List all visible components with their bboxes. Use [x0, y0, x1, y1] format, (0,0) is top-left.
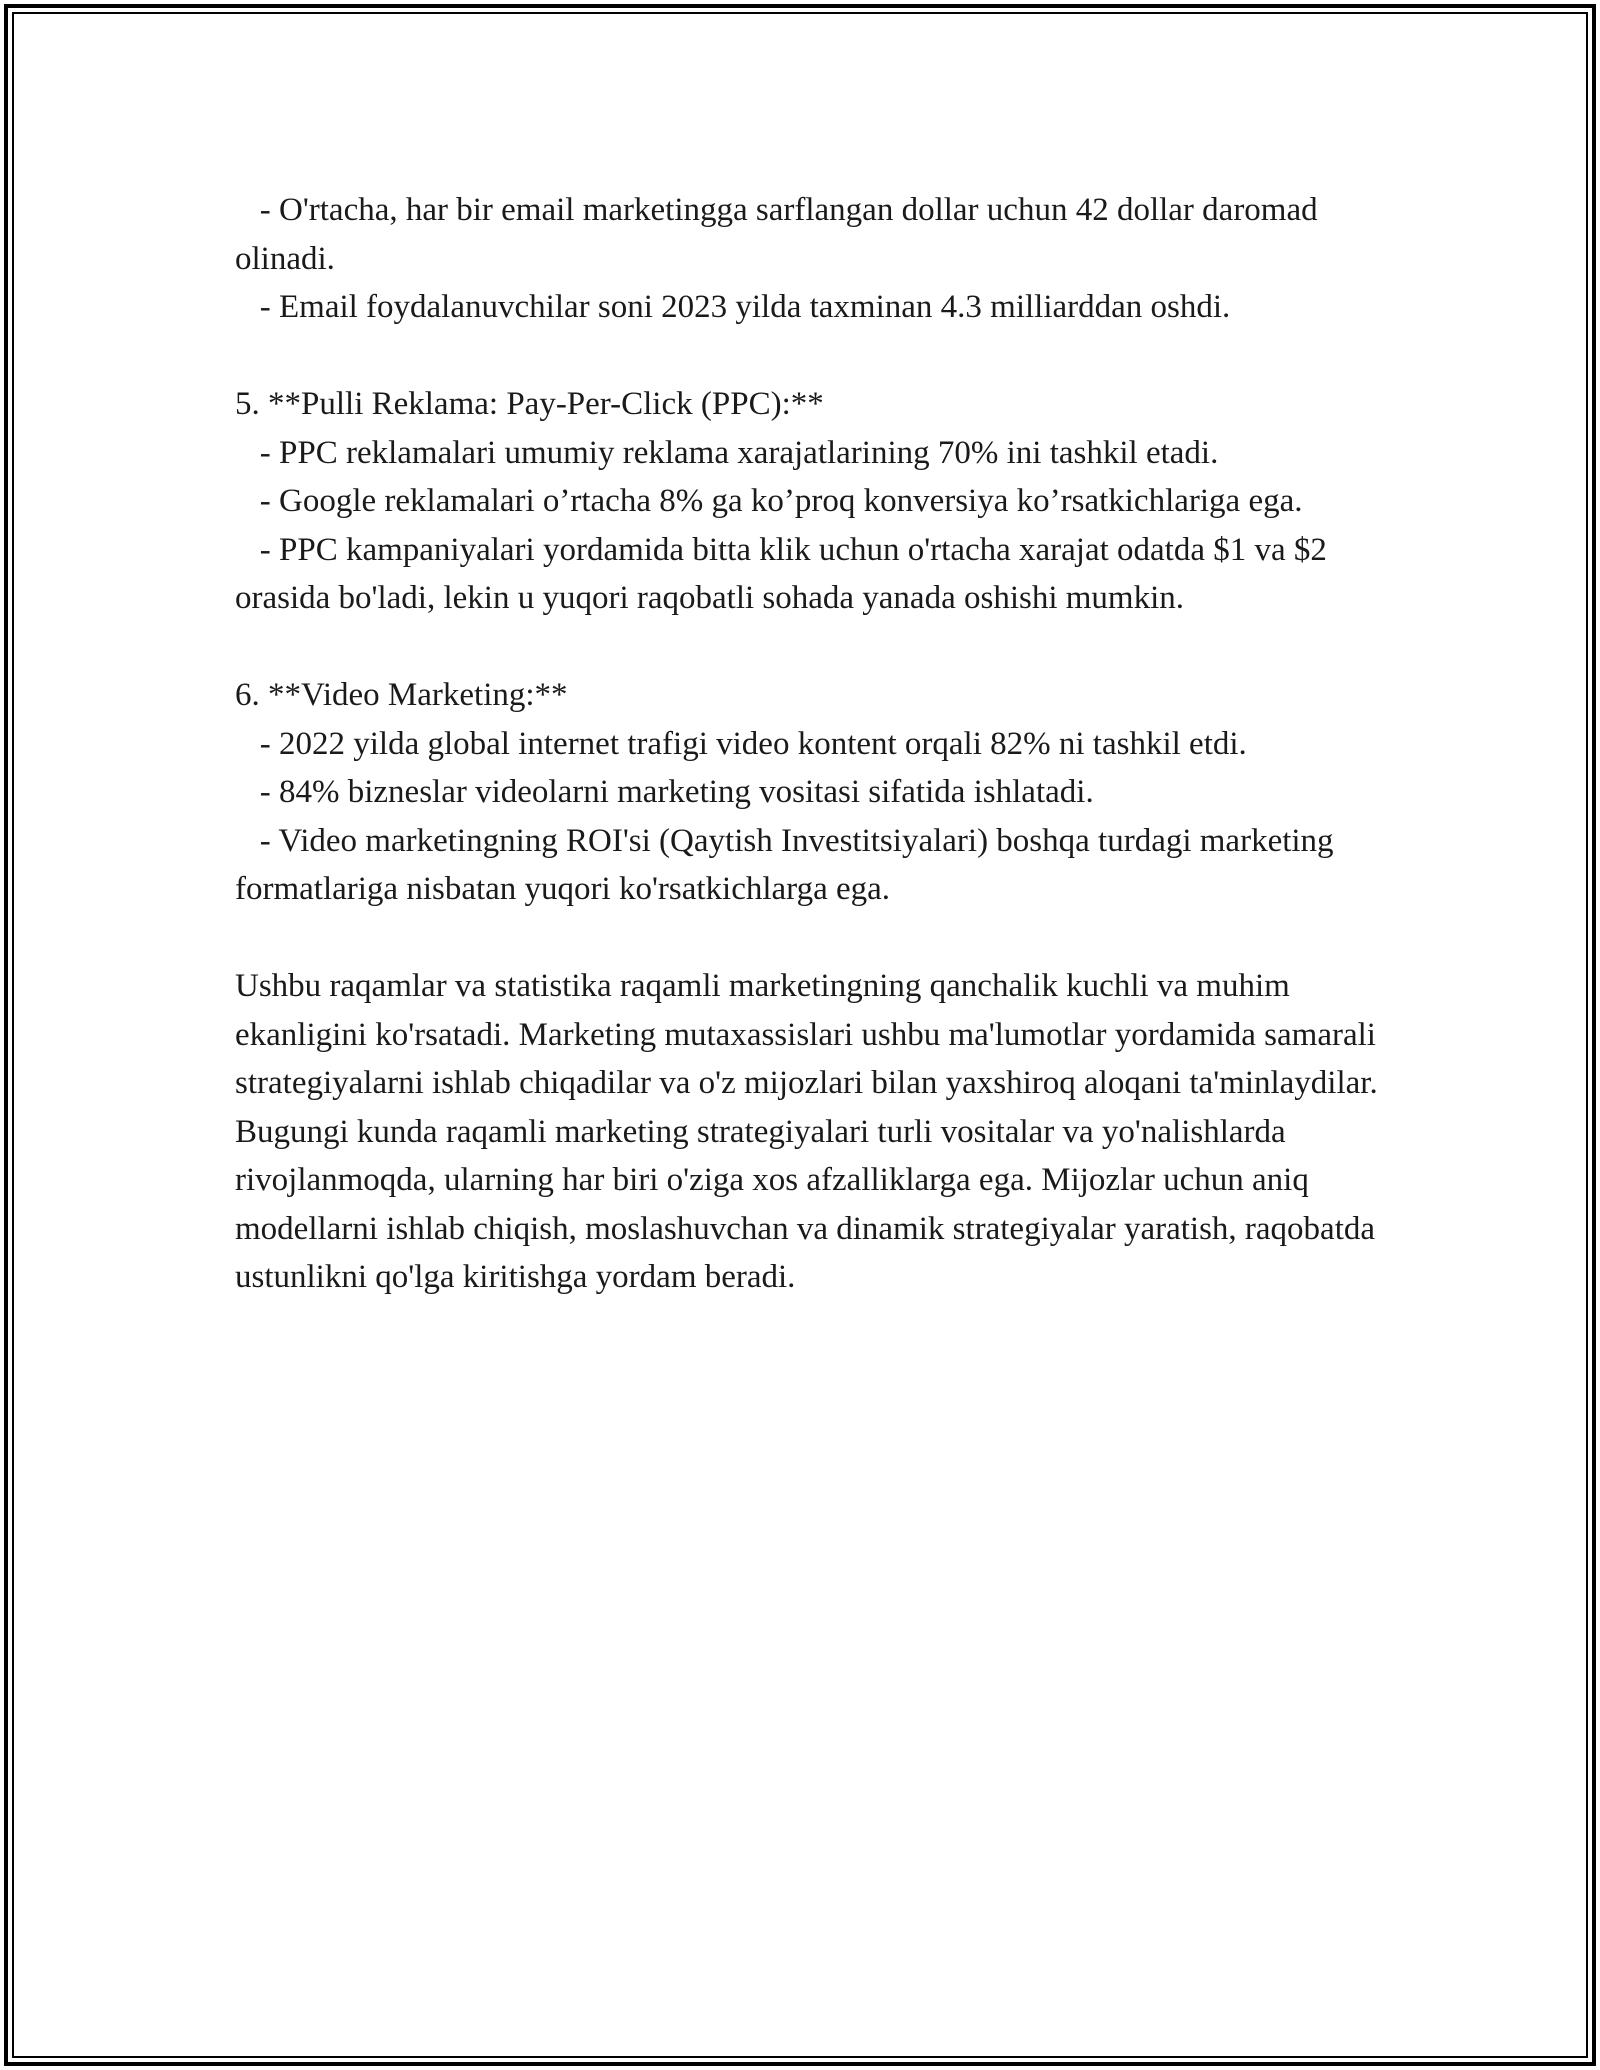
video-bullet-roi: - Video marketingning ROI'si (Qaytish Investitsiyalari) boshqa turdagi marketing formatlariga nisbatan yuqori ko'rsatkichlarga ega.	[235, 822, 1342, 907]
ppc-section-heading: 5. **Pulli Reklama: Pay-Per-Click (PPC):**	[235, 386, 824, 422]
ppc-bullet-cpc: - PPC kampaniyalari yordamida bitta klik uchun o'rtacha xarajat odatda $1 va $2 orasida bo'ladi, lekin u yuqori raqobatli sohada yanada oshishi mumkin.	[235, 531, 1336, 616]
paragraph-gap	[235, 914, 1395, 963]
conclusion-paragraph: Ushbu raqamlar va statistika raqamli marketingning qanchalik kuchli va muhim ekanligini ko'rsatadi. Marketing mutaxassislari ushbu ma'lumotlar yordamida samarali strategiyalarni ishlab chiqadilar va o'z mijozlari bilan yaxshiroq aloqani ta'minlaydilar. Bugungi kunda raqamli marketing strategiyalari turli vositalar va yo'nalishlarda rivojlanmoqda, ularning har biri o'ziga xos afzalliklarga ega. Mijozlar uchun aniq modellarni ishlab chiqish, moslashuvchan va dinamik strategiyalar yaratish, raqobatda ustunlikni qo'lga kiritishga yordam beradi.	[235, 968, 1386, 1295]
email-bullet-roi: - O'rtacha, har bir email marketingga sarflangan dollar uchun 42 dollar daromad olinadi.	[235, 192, 1326, 277]
ppc-bullet-spend: - PPC reklamalari umumiy reklama xarajatlarining 70% ini tashkil etadi.	[235, 434, 1219, 471]
video-bullet-business: - 84% bizneslar videolarni marketing vositasi sifatida ishlatadi.	[235, 774, 1094, 810]
ppc-bullet-google: - Google reklamalari o’rtacha 8% ga ko’proq konversiya ko’rsatkichlariga ega.	[235, 483, 1303, 519]
document-body	[235, 186, 1395, 1302]
video-section-heading: 6. **Video Marketing:**	[235, 677, 568, 713]
video-bullet-traffic: - 2022 yilda global internet trafigi video kontent orqali 82% ni tashkil etdi.	[235, 725, 1247, 762]
email-bullet-users: - Email foydalanuvchilar soni 2023 yilda taxminan 4.3 milliarddan oshdi.	[235, 289, 1231, 325]
paragraph-gap	[235, 332, 1395, 381]
paragraph-gap	[235, 623, 1395, 672]
